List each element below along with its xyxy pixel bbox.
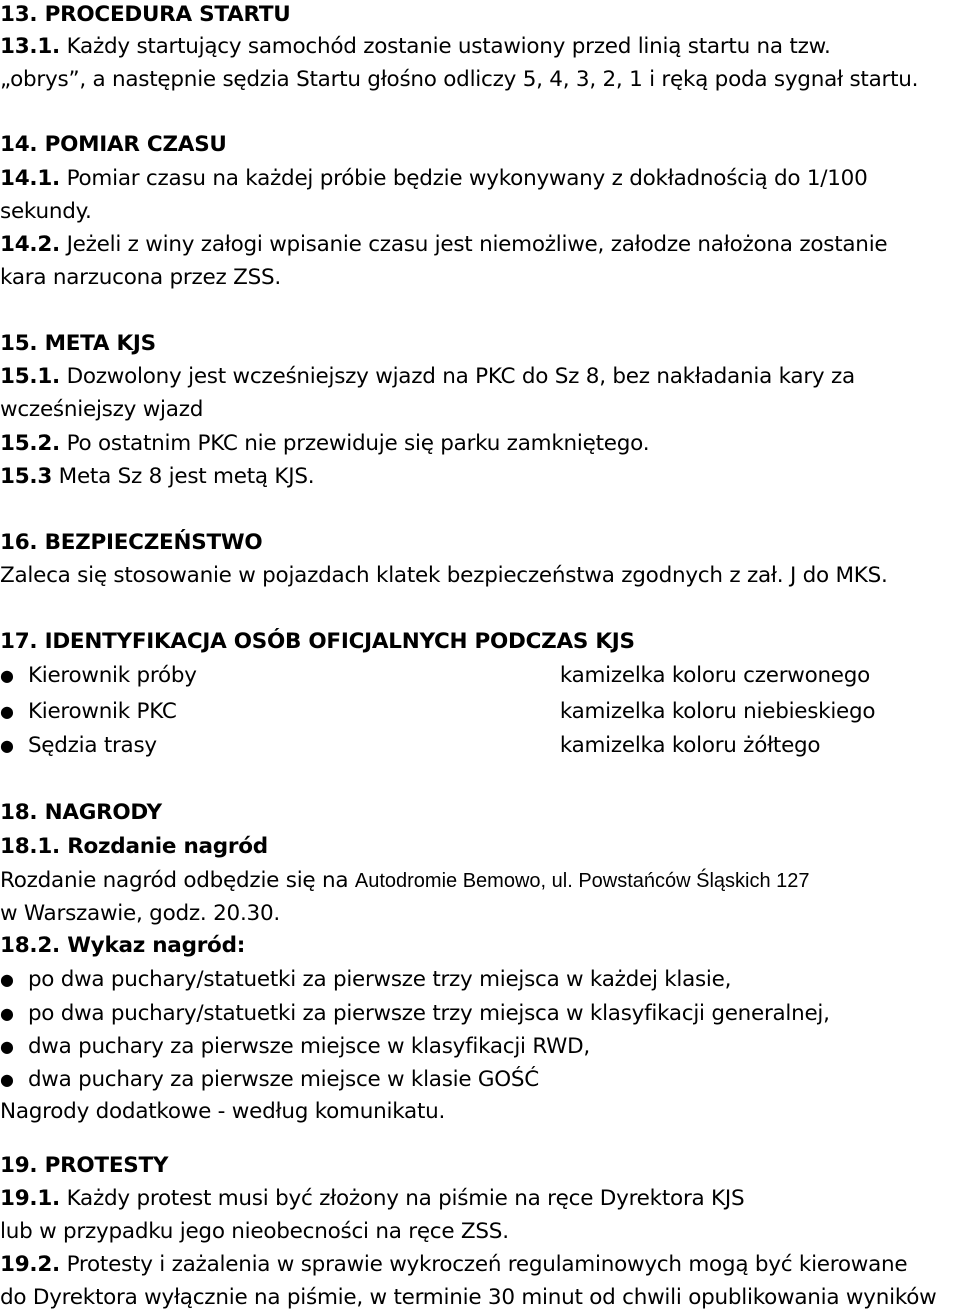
prize-list-item [0, 1032, 958, 1062]
prize-text: dwa puchary za pierwsze miejsce w klasyfikacji RWD, [27, 1034, 590, 1059]
section-18-1-number: 18.1. [0, 834, 60, 859]
official-role-name: Sędzia trasy [27, 733, 157, 758]
section-16-text: Zaleca się stosowanie w pojazdach klatek bezpieczeństwa zgodnych z zał. J do MKS. [0, 563, 888, 588]
section-19-1-text-1: Każdy protest musi być złożony na piśmie na ręce Dyrektora KJS [66, 1186, 745, 1211]
section-14-1-line-1 [0, 164, 868, 194]
section-19-2-text-1: Protesty i zażalenia w sprawie wykroczeń regulaminowych mogą być kierowane [66, 1252, 908, 1277]
section-18-1-title: Rozdanie nagród [67, 834, 268, 859]
section-19-1-line-2: lub w przypadku jego nieobecności na ręce ZSS. [0, 1219, 509, 1244]
official-vest-color: kamizelka koloru niebieskiego [559, 699, 876, 724]
bullet-icon: ● [0, 1070, 14, 1089]
section-18-1-heading [0, 832, 268, 862]
section-14-1-text-1: Pomiar czasu na każdej próbie będzie wykonywany z dokładnością do 1/100 [66, 166, 868, 191]
section-13-1-number: 13.1. [0, 34, 60, 59]
section-15-1-line-1 [0, 362, 855, 392]
section-13-1-text-1: Każdy startujący samochód zostanie ustawiony przed linią startu na tzw. [66, 34, 831, 59]
bullet-icon: ● [0, 1037, 14, 1056]
section-15-3-text: Meta Sz 8 jest metą KJS. [58, 464, 315, 489]
prize-text: po dwa puchary/statuetki za pierwsze trzy miejsca w każdej klasie, [27, 967, 732, 992]
bullet-icon: ● [0, 666, 14, 685]
section-15-heading: 15. META KJS [0, 331, 156, 356]
official-role-row [0, 661, 958, 691]
section-18-heading: 18. NAGRODY [0, 800, 162, 825]
section-19-1-line-1 [0, 1184, 744, 1214]
section-15-3-line [0, 462, 314, 492]
section-14-1-line-2: sekundy. [0, 199, 92, 224]
award-ceremony-text-a: Rozdanie nagród odbędzie się na [0, 868, 349, 893]
section-19-1-number: 19.1. [0, 1186, 60, 1211]
section-19-heading: 19. PROTESTY [0, 1153, 169, 1178]
section-13-heading: 13. PROCEDURA STARTU [0, 2, 291, 27]
bullet-icon: ● [0, 970, 14, 989]
official-role-row [0, 731, 958, 761]
bullet-icon: ● [0, 736, 14, 755]
section-13-1-line-2: „obrys”, a następnie sędzia Startu głośno odliczy 5, 4, 3, 2, 1 i ręką poda sygnał startu. [0, 67, 919, 92]
award-ceremony-line-2: w Warszawie, godz. 20.30. [0, 901, 280, 926]
additional-prizes-note: Nagrody dodatkowe - według komunikatu. [0, 1099, 446, 1124]
section-19-2-line-1 [0, 1250, 907, 1280]
prize-text: po dwa puchary/statuetki za pierwsze trzy miejsca w klasyfikacji generalnej, [27, 1001, 830, 1026]
section-18-2-number: 18.2. [0, 933, 60, 958]
section-15-3-number: 15.3 [0, 464, 53, 489]
section-16-heading: 16. BEZPIECZEŃSTWO [0, 530, 263, 555]
section-15-1-number: 15.1. [0, 364, 60, 389]
prize-list-item [0, 1065, 958, 1095]
section-15-2-text: Po ostatnim PKC nie przewiduje się parku zamkniętego. [66, 431, 650, 456]
award-ceremony-line-1 [0, 866, 810, 896]
section-19-2-number: 19.2. [0, 1252, 60, 1277]
prize-list-item [0, 965, 958, 995]
prize-list-item [0, 999, 958, 1029]
award-ceremony-venue: Autodromie Bemowo, ul. Powstańców Śląskich 127 [354, 870, 810, 892]
section-15-2-line [0, 429, 649, 459]
section-17-heading: 17. IDENTYFIKACJA OSÓB OFICJALNYCH PODCZAS KJS [0, 629, 635, 654]
bullet-icon: ● [0, 1004, 14, 1023]
official-role-name: Kierownik próby [27, 663, 197, 688]
official-role-name: Kierownik PKC [27, 699, 177, 724]
section-14-2-text-1: Jeżeli z winy załogi wpisanie czasu jest niemożliwe, załodze nałożona zostanie [66, 232, 888, 257]
official-vest-color: kamizelka koloru czerwonego [559, 663, 870, 688]
section-15-1-line-2: wcześniejszy wjazd [0, 397, 204, 422]
section-14-2-line-1 [0, 230, 887, 260]
section-14-heading: 14. POMIAR CZASU [0, 132, 227, 157]
section-14-2-number: 14.2. [0, 232, 60, 257]
section-18-2-heading [0, 931, 245, 961]
prize-text: dwa puchary za pierwsze miejsce w klasie GOŚĆ [27, 1067, 539, 1092]
official-role-row [0, 697, 958, 727]
bullet-icon: ● [0, 702, 14, 721]
section-14-1-number: 14.1. [0, 166, 60, 191]
section-18-2-title: Wykaz nagród: [67, 933, 246, 958]
section-14-2-line-2: kara narzucona przez ZSS. [0, 265, 281, 290]
section-15-1-text-1: Dozwolony jest wcześniejszy wjazd na PKC do Sz 8, bez nakładania kary za [66, 364, 855, 389]
official-vest-color: kamizelka koloru żółtego [559, 733, 821, 758]
section-15-2-number: 15.2. [0, 431, 60, 456]
section-19-2-line-2: do Dyrektora wyłącznie na piśmie, w terminie 30 minut od chwili opublikowania wyników [0, 1285, 937, 1310]
section-13-1-line-1 [0, 32, 831, 62]
